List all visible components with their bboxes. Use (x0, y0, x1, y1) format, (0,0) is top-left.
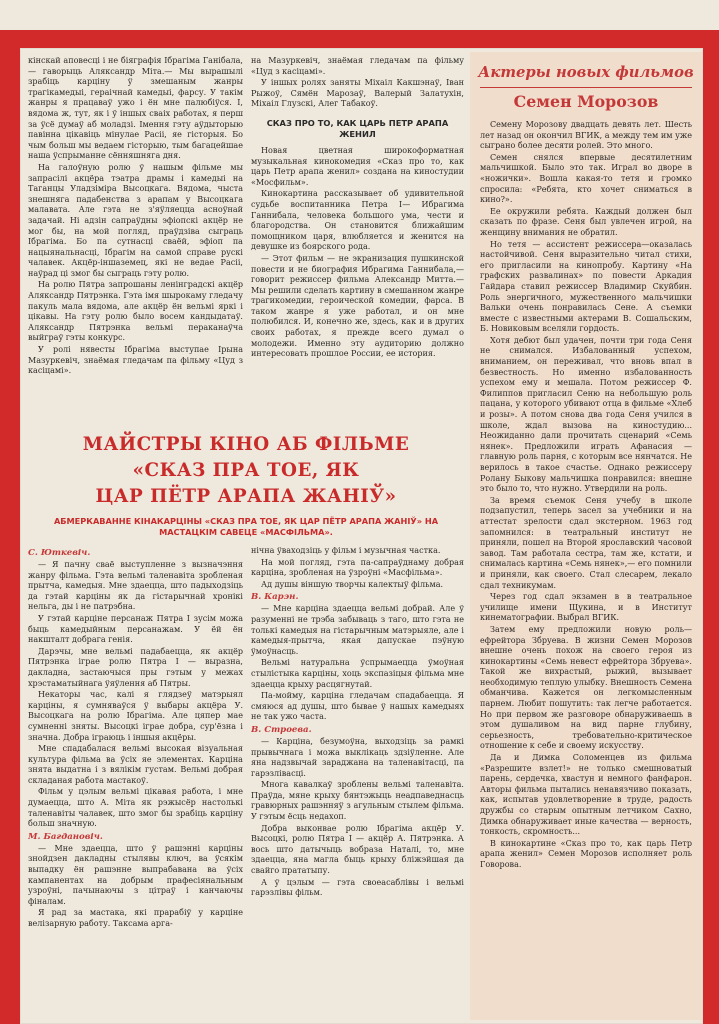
paragraph: Новая цветная широкоформатная музыкальная кинокомедия «Сказ про то, как царь Петр арапа женил» создана на киностудии «Мосфильм». (251, 145, 464, 187)
banner-title-line: «СКАЗ ПРА ТОЕ, ЯК (132, 460, 360, 481)
red-border-top (0, 30, 719, 48)
paragraph: Семену Морозову двадцать девять лет. Шесть лет назад он окончил ВГИК, а между тем им уже сыграно более десяти ролей. Это много. (480, 120, 692, 151)
panel-title: Актеры новых фильмов (478, 64, 694, 81)
red-border-left (0, 30, 20, 1024)
paragraph: У ролі нявесты Ібрагіма выступае Ірына Мазуркевіч, знаёмая гледачам па фільму «Цуд з касіцамі». (28, 345, 243, 376)
paragraph: На галоўную ролю ў нашым фільме мы запрасілі акцёра тэатра драмы і камедыі на Таганцы Уладзіміра Высоцкага. Вядома, чыста знешняга падабенства з арапам у Высоцкага малавата. Але гэта не з'яўляецца асноўнай задачай. Ні адзін сапраўдны эфіопскі акцёр не мог бы, на мой погляд, праўдзіва сыграць Ібрагіма. Бо па сутнасці сваёй, эфіоп па нацыянальнасці, Ібрагім на самой справе рускі чалавек. Акцёр-іншаземец, які не ведае Расіі, наўрад ці змог бы сыграць гэту ролю. (28, 162, 243, 278)
paragraph: Но тетя — ассистент режиссера—оказалась настойчивой. Сеня выразительно читал стихи, его пригласили на кинопробу. Картину «На графских развалинах» по повести Аркадия Гайдара ставил режиссер Владимир Скуйбин. Роль энергичного, мужественного мальчишки Вальки очень понравилась Сене. А съемки вместе с известными актерами В. Сошальским, Б. Новиковым вселяли гордость. (480, 239, 692, 334)
panel-subtitle: Семен Морозов (513, 92, 659, 111)
top-middle-column (251, 56, 464, 412)
paragraph: Фільм у цэлым вельмі цікавая работа, і мне думаецца, што А. Міта як рэжысёр настолькі таленавіты чалавек, што змог бы зрабіць карціну больш значную. (28, 787, 243, 829)
paragraph: Ад душы віншую творчы калектыў фільма. (261, 579, 444, 589)
paragraph: — Мне карціна здаецца вельмі добрай. Але ў разуменні не трэба забываць з таго, што гэта не толькі камедыя на гістарычным матэрыяле, але і камедыя-прытча, якая дапускае пэўную ўмоўнасць. (251, 604, 464, 656)
paragraph: Хотя дебют был удачен, почти три года Сеня не снимался. Избалованный успехом, вниманием, он переживал, что вновь впал в безвестность. Но именно избалованность успехом ему и мешала. Потом режиссер Ф. Филиппов пригласил Сеню на небольшую роль пацана, у которого убивают отца в фильме «Хлеб и розы». А потом снова два года Сеня учился в школе, ждал вызова на киностудию... Неожиданно дали прочитать сценарий «Семь нянек». Предложили играть Афанасия — главную роль парня, с которым все нянчатся. Не верилось в такое счастье. Однако режиссеру Ролану Быкову мальчишка понравился: внешне это было то, что нужно. Утвердили на роль. (480, 335, 692, 494)
paragraph: Кинокартина рассказывает об удивительной судьбе воспитанника Петра I— Ибрагима Ганнибала, человека большого ума, чести и благородства. Он становится ближайшим помощником царя, влюбляется и женится на девушке из боярского рода. (251, 189, 464, 252)
top-left-column (28, 56, 243, 412)
actors-panel (470, 52, 702, 1020)
paragraph: — Карціна, безумоўна, выходзіць за рамкі прывычнага і можа выклікаць здзіўленне. Але яна надзвычай зараджана на таленавітасці, па гарэзлівасці. (251, 736, 464, 778)
banner-subtitle: АБМЕРКАВАННЕ КІНАКАРЦІНЫ «СКАЗ ПРА ТОЕ, ЯК ЦАР ПЁТР АРАПА ЖАНІЎ» НА МАСТАЦКІМ САВЕЦЕ «МАСФІЛЬМА». (53, 516, 439, 537)
paragraph: Па-мойму, карціна гледачам спадабаецца. Я смяюся ад душы, што бывае ў нашых камедыях не так ужо часта. (251, 691, 464, 722)
paragraph: Многа кавалкаў зроблены вельмі таленавіта. Праўда, мяне крыху бянтэжыць неадпаведнасць гравюрных рашэнняў з агульным стылем фільма. У гэтым ёсць недахоп. (251, 780, 464, 822)
paragraph: У іншых ролях заняты Міхаіл Какшэнаў, Іван Рыжоў, Сямён Марозаў, Валерый Залатухін, Міхаіл Глузскі, Алег Табакоў. (251, 78, 464, 109)
paragraph: Я рад за мастака, які прарабіў у карціне велізарную работу. Таксама арга- (28, 908, 243, 928)
paragraph: А ў цэлым — гэта своеасаблівы і вельмі гарэзлівы фільм. (251, 877, 464, 898)
paragraph: В кинокартине «Сказ про то, как царь Петр арапа женил» Семен Морозов исполняет роль Говорова. (480, 838, 692, 869)
headline-banner (28, 418, 464, 544)
author-name: М. Багдановіч. (28, 831, 103, 842)
paragraph: Некаторы час, калі я глядзеў матэрыял карціны, я сумняваўся ў выбары акцёра У. Высоцкага на ролю Ібрагіма. Але цяпер мае сумненні зняты. Высоцкі іграе добра, сур'ёзна і значна. Добра іграюць і іншыя акцёры. (28, 690, 243, 742)
title-divider (480, 87, 692, 88)
paragraph: У гэтай карціне персанаж Пятра I зусім можа быць камедыйным персанажам. У ёй ён накшталт добрага генія. (28, 613, 243, 645)
paragraph: Затем ему предложили новую роль—ефрейтора Збруева. В жизни Семен Морозов внешне очень похож на своего героя из кинокартины «Семь невест ефрейтора Збруева». Такой же вихрастый, рыжий, вызывает необходимую теплую улыбку. Внешность Семена обманчива. Кажется он легкомысленным парнем. Любит пошутить: так легче работается. Но при первом же разговоре обнаруживаешь в этом душаливом на вид парне глубину, серьезность, требовательно-критическое отношение к себе и своему искусству. (480, 624, 692, 751)
paragraph: Да и Димка Соломенцев из фильма «Разрешите взлет!» не только смешноватый парень, сердечка, хвастун и немного фанфарон. Авторы фильма пытались ненавязчиво показать, как, испытав удовлетворение в труде, радость дружбы со старым опытным летчиком Сахно, Димка обнаруживает иные качества — верность, тонкость, скромность... (480, 753, 692, 837)
paragraph: Добра выконвае ролю Ібрагіма акцёр У. Высоцкі, ролю Пятра I — акцёр А. Пятрэнка. А вось што датычыць вобраза Наталі, то, мне здаецца, яна магла быць крыху бліжэйшая да свайго прататыпу. (251, 823, 464, 876)
author-name: В. Карэн. (251, 592, 299, 603)
paragraph: Ее окружили ребята. Каждый должен был сказать по фразе. Сеня был увлечен игрой, на женщину внимания не обратил. (480, 206, 692, 237)
paragraph: — Я пачну сваё выступленне з вызначэння жанру фільма. Гэта вельмі таленавіта зробленая прытча, камедыя. Мне здаецца, што падыходзіць да гэтай карціны як да гістарычнай хронікі нельга, ды і не патрэбна. (28, 560, 243, 612)
paragraph: За время съемок Сеня учебу в школе подзапустил, теперь засел за учебники и на аттестат зрелости сдал экстерном. 1963 год запомнился: в театральный институт не приняли, пошел на Второй ярославский часовой завод. Там работала сестра, там же, кстати, и снималась картина «Семь нянек»,— его помнили и приняли, как своего. Стал слесарем, лекало сдал техникумам. (480, 495, 692, 590)
author-name: С. Юткевіч. (28, 548, 91, 558)
panel-body (470, 120, 702, 871)
paragraph: кінскай аповесці і не біяграфія Ібрагіма Ганібала,— гаворыць Аляксандр Міта.— Мы вырашылі зрабіць карціну ў змешаным жанры трагікамедыі, гераічнай камедыі, фарсу. У такім жанры я працаваў ужо і ён мне палюбіўся. І, вядома ж, тут, як і ў іншых сваіх работах, я перш за ўсё думаў аб моладзі. Імення гэту аўдыторыю павінна цікавіць мінулае Расіі, яе гісторыя. Бо чым больш мы ведаем гісторыю, тым багацейшае наша ўспрыманне сённяшняга дня. (28, 56, 243, 161)
banner-title-line: ЦАР ПЁТР АРАПА ЖАНІЎ» (95, 486, 397, 507)
bottom-left-column (28, 546, 243, 1020)
banner-title-line: МАЙСТРЫ КІНО АБ ФІЛЬМЕ (82, 434, 410, 455)
paragraph: — Этот фильм — не экранизация пушкинской повести и не биография Ибрагима Ганнибала,— говорит режиссер фильма Александр Митта.— Мы решили сделать картину в смешанном жанре трагикомедии, героической комедии, фарса. В таком жанре я уже работал, и он мне полюбился. И, конечно же, здесь, как и в других своих работах, я прежде всего думал о молодежи. Именно эту аудиторию должно интересовать прошлое России, ее история. (251, 253, 464, 359)
paragraph: На ролю Пятра запрошаны ленінградскі акцёр Аляксандр Пятрэнка. Гэта імя шырокаму гледачу пакуль мала вядома, але акцёр ён вельмі яркі і цікавы. На гэту ролю было восем кандыдатаў. Аляксандр Пятрэнка вельмі пераканаўча выйграў гэты конкурс. (28, 280, 243, 343)
paragraph: — Мне здаецца, што ў рашэнні карціны знойдзен дакладны стылявы ключ, ва ўсякім выпадку ён рашэнне выпрабавана ва ўсіх кампанентах на добрым прафесіянальным узроўні, пачынаючы з цітраў і канчаючы фіналам. (28, 843, 243, 906)
paragraph: Через год сдал экзамен в в театральное училище имени Щукина, и в Институт кинематографии. Выбрал ВГИК. (480, 592, 692, 623)
red-border-right (703, 30, 719, 1024)
paragraph: на Мазуркевіч, знаёмая гледачам па фільму «Цуд з касіцамі». (251, 56, 464, 76)
paragraph: На мой погляд, гэта па-сапраўднаму добрая карціна, зробленая на ўзроўні «Масфільма». (251, 557, 464, 578)
bottom-middle-column (251, 546, 464, 1020)
paragraph: Семен снялся впервые десятилетним мальчишкой. Было это так. Играл во дворе в «ножички». Вошла какая-то тетя и громко спросила: «Ребята, кто хочет сниматься в кино?». (480, 152, 692, 205)
article-heading: СКАЗ ПРО ТО, КАК ЦАРЬ ПЕТР АРАПА ЖЕНИЛ (266, 117, 449, 139)
banner-title (28, 432, 464, 510)
paragraph: Вельмі натуральна ўспрымаецца ўмоўная стылістыка карціны, хоць экспазіцыя фільма мне здаецца крыху расцягнутай. (251, 658, 464, 689)
paragraph: Мне спадабалася вельмі высокая візуальная культура фільма ва ўсіх яе элементах. Карціна знята выдатна і з вялікім густам. Вельмі добрая складаная работа мастакоў. (28, 744, 243, 785)
paragraph: Дарэчы, мне вельмі падабаецца, як акцёр Пятрэнка іграе ролю Пятра I — выразна, дакладна, застаючыся пры гэтым у межах хрэстаматыйнага ўяўлення аб Пятры. (28, 646, 243, 688)
author-name: В. Строева. (251, 724, 312, 735)
paragraph: нічна ўваходзіць у фільм і музычная частка. (251, 546, 441, 555)
